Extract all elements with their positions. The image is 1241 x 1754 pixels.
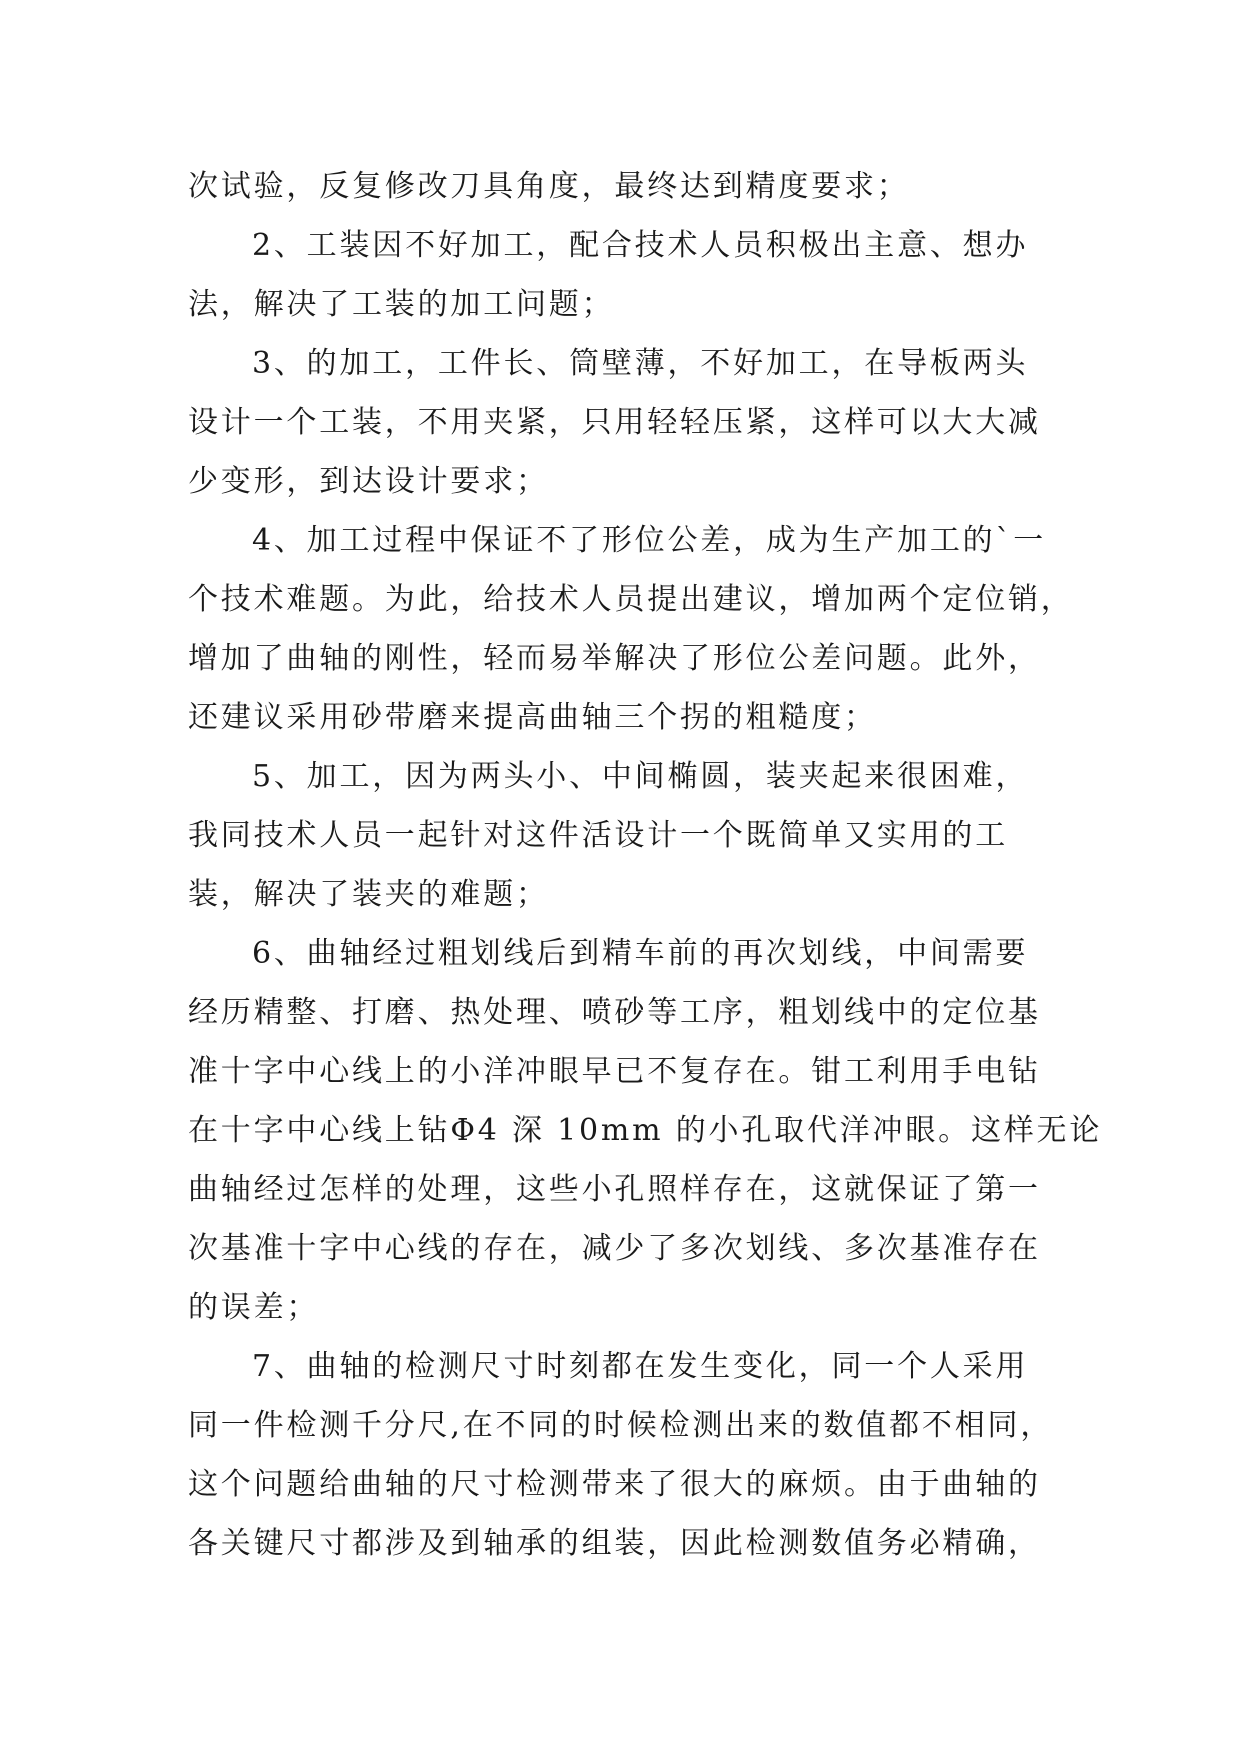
text-line: 经历精整、打磨、热处理、喷砂等工序，粗划线中的定位基	[188, 995, 1041, 1030]
text-line: 在十字中心线上钻Φ4 深 10mm 的小孔取代洋冲眼。这样无论	[188, 1113, 1103, 1148]
text-line: 增加了曲轴的刚性，轻而易举解决了形位公差问题。此外，	[188, 641, 1041, 676]
document-body	[188, 157, 1103, 1573]
text-line: 个技术难题。为此，给技术人员提出建议，增加两个定位销，	[188, 582, 1074, 617]
text-line: 2、工装因不好加工，配合技术人员积极出主意、想办	[252, 228, 1029, 263]
text-line: 少变形，到达设计要求；	[188, 464, 549, 499]
text-line: 3、的加工，工件长、筒壁薄，不好加工，在导板两头	[252, 346, 1029, 381]
text-line: 法，解决了工装的加工问题；	[188, 287, 615, 322]
text-line: 5、加工，因为两头小、中间椭圆，装夹起来很困难，	[252, 759, 1029, 794]
text-line: 曲轴经过怎样的处理，这些小孔照样存在，这就保证了第一	[188, 1172, 1041, 1207]
text-line: 的误差；	[188, 1290, 320, 1325]
text-line: 还建议采用砂带磨来提高曲轴三个拐的粗糙度；	[188, 700, 877, 735]
text-line: 装，解决了装夹的难题；	[188, 877, 549, 912]
text-line: 次试验，反复修改刀具角度，最终达到精度要求；	[188, 169, 910, 204]
text-line: 准十字中心线上的小洋冲眼早已不复存在。钳工利用手电钻	[188, 1054, 1041, 1089]
text-line: 同一件检测千分尺,在不同的时候检测出来的数值都不相同，	[188, 1408, 1054, 1443]
text-line: 各关键尺寸都涉及到轴承的组装，因此检测数值务必精确，	[188, 1526, 1041, 1561]
text-line: 4、加工过程中保证不了形位公差，成为生产加工的`一	[252, 523, 1047, 558]
text-line: 我同技术人员一起针对这件活设计一个既简单又实用的工	[188, 818, 1008, 853]
text-line: 设计一个工装，不用夹紧，只用轻轻压紧，这样可以大大减	[188, 405, 1041, 440]
text-line: 6、曲轴经过粗划线后到精车前的再次划线，中间需要	[252, 936, 1029, 971]
text-line: 这个问题给曲轴的尺寸检测带来了很大的麻烦。由于曲轴的	[188, 1467, 1041, 1502]
text-line: 7、曲轴的检测尺寸时刻都在发生变化，同一个人采用	[252, 1349, 1029, 1384]
text-line: 次基准十字中心线的存在，减少了多次划线、多次基准存在	[188, 1231, 1041, 1266]
